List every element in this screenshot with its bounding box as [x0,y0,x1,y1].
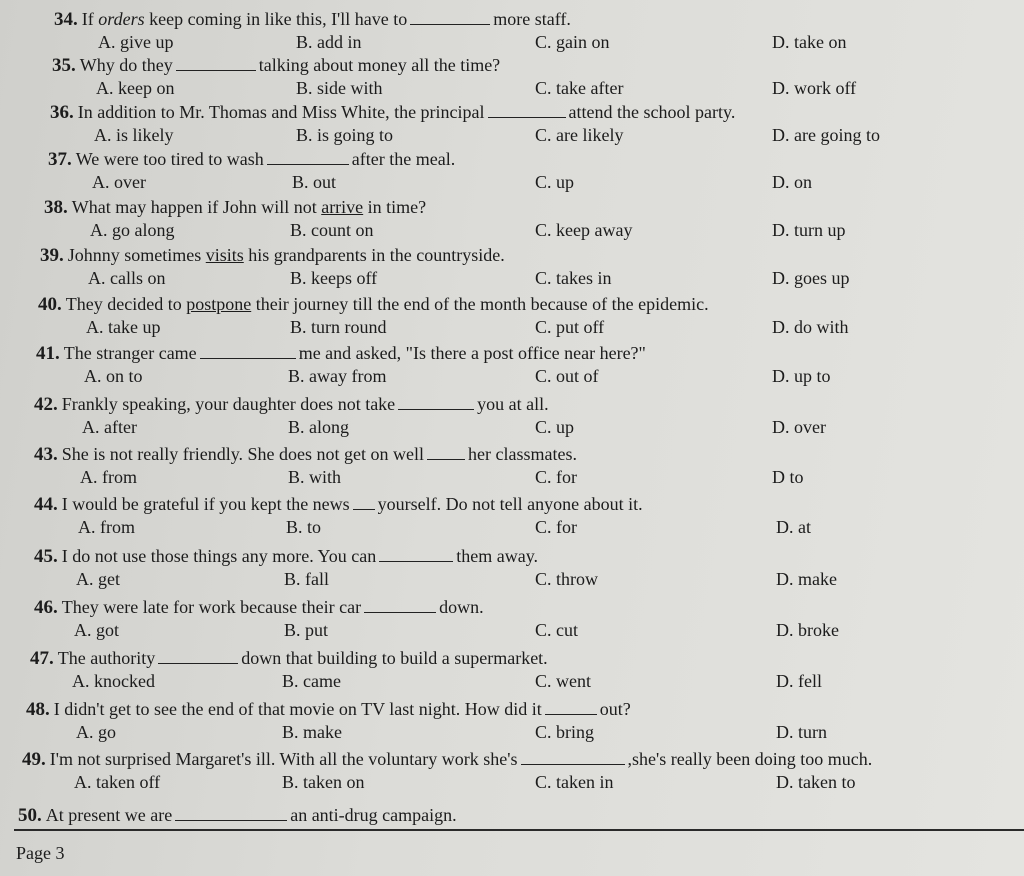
option-b: B. turn round [290,317,387,337]
option-c: C. for [535,467,577,487]
stem-text: yourself. Do not tell anyone about it. [377,494,643,514]
option-d: D. on [772,172,812,192]
question-stem [30,647,548,670]
question-number: 46. [34,597,58,618]
stem-text: after the meal. [351,149,456,169]
option-a: A. taken off [74,772,161,792]
answer-blank [545,698,597,715]
option-a: A. knocked [72,671,155,691]
question-stem [18,804,457,827]
stem-text: his grandparents in the countryside. [243,245,505,265]
option-b: B. taken on [282,772,365,792]
question-35 [0,54,1024,104]
question-stem [54,8,571,31]
question-number: 36. [50,102,74,123]
stem-text: an anti-drug campaign. [290,805,457,825]
option-c: C. up [535,172,575,192]
question-number: 44. [34,494,58,515]
question-number: 34. [54,9,78,30]
answer-blank [488,101,566,118]
option-a: A. after [82,417,137,437]
stem-text: The authority [57,648,156,668]
answer-blank [410,8,490,25]
stem-text: I would be grateful if you kept the news [61,494,350,514]
option-a: A. go [76,722,116,742]
question-number: 45. [34,546,58,567]
option-b: B. out [292,172,337,192]
question-stem [38,293,709,316]
answer-blank [200,342,296,359]
option-b: B. add in [296,32,362,52]
stem-text: down that building to build a supermarket. [241,648,548,668]
stem-text: her classmates. [468,444,577,464]
question-number: 35. [52,55,76,76]
stem-text: more staff. [493,9,571,29]
stem-text: talking about money all the time? [258,55,501,75]
option-a: A. is likely [94,125,174,145]
option-c: C. throw [535,569,598,589]
option-c: C. gain on [535,32,610,52]
stem-text: In addition to Mr. Thomas and Miss White, the principal [77,102,485,122]
stem-text: Why do they [79,55,173,75]
question-stem [44,196,426,219]
question-48 [0,698,1024,748]
stem-text: If [81,9,99,29]
answer-blank [427,443,465,460]
option-b: B. came [282,671,341,691]
stem-text: out? [599,699,631,719]
question-number: 40. [38,294,62,315]
stem-text: We were too tired to wash [75,149,264,169]
underlined-word: visits [205,245,244,265]
question-stem [50,101,735,124]
stem-text: I do not use those things any more. You can [61,546,377,566]
stem-text: me and asked, "Is there a post office near here?" [298,343,646,363]
question-number: 37. [48,149,72,170]
question-36 [0,101,1024,151]
option-b: B. away from [288,366,387,386]
option-a: A. give up [98,32,174,52]
option-c: C. out of [535,366,599,386]
option-b: B. side with [296,78,383,98]
option-c: C. cut [535,620,578,640]
question-number: 48. [26,699,50,720]
question-40 [0,293,1024,343]
option-c: C. take after [535,78,624,98]
option-a: A. got [74,620,119,640]
question-stem [34,596,484,619]
option-b: B. count on [290,220,374,240]
stem-text: Johnny sometimes [67,245,206,265]
option-a: A. calls on [88,268,166,288]
stem-text: They decided to [65,294,187,314]
question-number: 39. [40,245,64,266]
question-number: 47. [30,648,54,669]
question-stem [48,148,455,171]
option-b: B. put [284,620,329,640]
option-d: D. taken to [776,772,856,792]
option-d: D. turn [776,722,827,742]
option-b: B. fall [284,569,329,589]
answer-blank [379,545,453,562]
option-d: D. do with [772,317,849,337]
question-number: 43. [34,444,58,465]
option-c: C. bring [535,722,595,742]
question-stem [34,545,538,568]
option-b: B. make [282,722,342,742]
answer-blank [521,748,625,765]
underlined-word: postpone [186,294,252,314]
option-d: D. fell [776,671,822,691]
option-c: C. for [535,517,577,537]
stem-text: What may happen if John will not [71,197,322,217]
option-d: D. at [776,517,811,537]
option-a: A. on to [84,366,143,386]
stem-text: They were late for work because their car [61,597,362,617]
question-number: 38. [44,197,68,218]
stem-text: in time? [363,197,427,217]
question-stem [26,698,631,721]
option-d: D to [772,467,804,487]
option-a: A. go along [90,220,175,240]
question-stem [34,443,577,466]
option-d: D. turn up [772,220,846,240]
option-c: C. are likely [535,125,624,145]
stem-text: At present we are [45,805,173,825]
question-34 [0,8,1024,58]
option-a: A. keep on [96,78,175,98]
answer-blank [353,493,375,510]
question-38 [0,196,1024,246]
question-49 [0,748,1024,798]
question-46 [0,596,1024,646]
question-number: 50. [18,805,42,826]
answer-blank [158,647,238,664]
option-b: B. is going to [296,125,394,145]
stem-text: ,she's really been doing too much. [627,749,873,769]
question-stem [52,54,500,77]
option-c: C. went [535,671,591,691]
stem-text: keep coming in like this, I'll have to [144,9,408,29]
option-d: D. make [776,569,837,589]
underlined-word: arrive [321,197,364,217]
stem-text: She is not really friendly. She does not get on well [61,444,425,464]
stem-text: I didn't get to see the end of that movie on TV last night. How did it [53,699,542,719]
question-45 [0,545,1024,595]
stem-text: them away. [456,546,539,566]
answer-blank [175,804,287,821]
option-a: A. take up [86,317,161,337]
option-b: B. along [288,417,349,437]
option-c: C. put off [535,317,605,337]
option-a: A. over [92,172,146,192]
option-a: A. from [80,467,137,487]
question-47 [0,647,1024,697]
footer-divider [14,829,1024,831]
option-d: D. up to [772,366,831,386]
question-stem [34,393,549,416]
question-42 [0,393,1024,443]
question-stem [22,748,872,771]
stem-text: Frankly speaking, your daughter does not take [61,394,396,414]
option-b: B. with [288,467,342,487]
option-b: B. to [286,517,322,537]
option-d: D. goes up [772,268,850,288]
option-d: D. over [772,417,826,437]
option-d: D. take on [772,32,847,52]
question-number: 42. [34,394,58,415]
answer-blank [398,393,474,410]
question-stem [34,493,643,516]
stem-text: The stranger came [63,343,197,363]
option-d: D. broke [776,620,839,640]
page-number: Page 3 [16,843,65,863]
answer-blank [176,54,256,71]
option-d: D. are going to [772,125,880,145]
option-c: C. keep away [535,220,633,240]
question-stem [36,342,646,365]
option-c: C. taken in [535,772,614,792]
stem-text: down. [439,597,484,617]
option-b: B. keeps off [290,268,378,288]
answer-blank [364,596,436,613]
stem-text: attend the school party. [568,102,736,122]
question-39 [0,244,1024,294]
stem-text: I'm not surprised Margaret's ill. With all the voluntary work she's [49,749,518,769]
question-number: 41. [36,343,60,364]
stem-text: their journey till the end of the month because of the epidemic. [251,294,709,314]
question-44 [0,493,1024,543]
question-stem [40,244,505,267]
option-c: C. up [535,417,575,437]
answer-blank [267,148,349,165]
option-a: A. get [76,569,120,589]
question-41 [0,342,1024,392]
option-a: A. from [78,517,135,537]
question-number: 49. [22,749,46,770]
option-d: D. work off [772,78,857,98]
question-43 [0,443,1024,493]
stem-italic-text: orders [98,9,145,29]
option-c: C. takes in [535,268,612,288]
stem-text: you at all. [477,394,549,414]
question-37 [0,148,1024,198]
